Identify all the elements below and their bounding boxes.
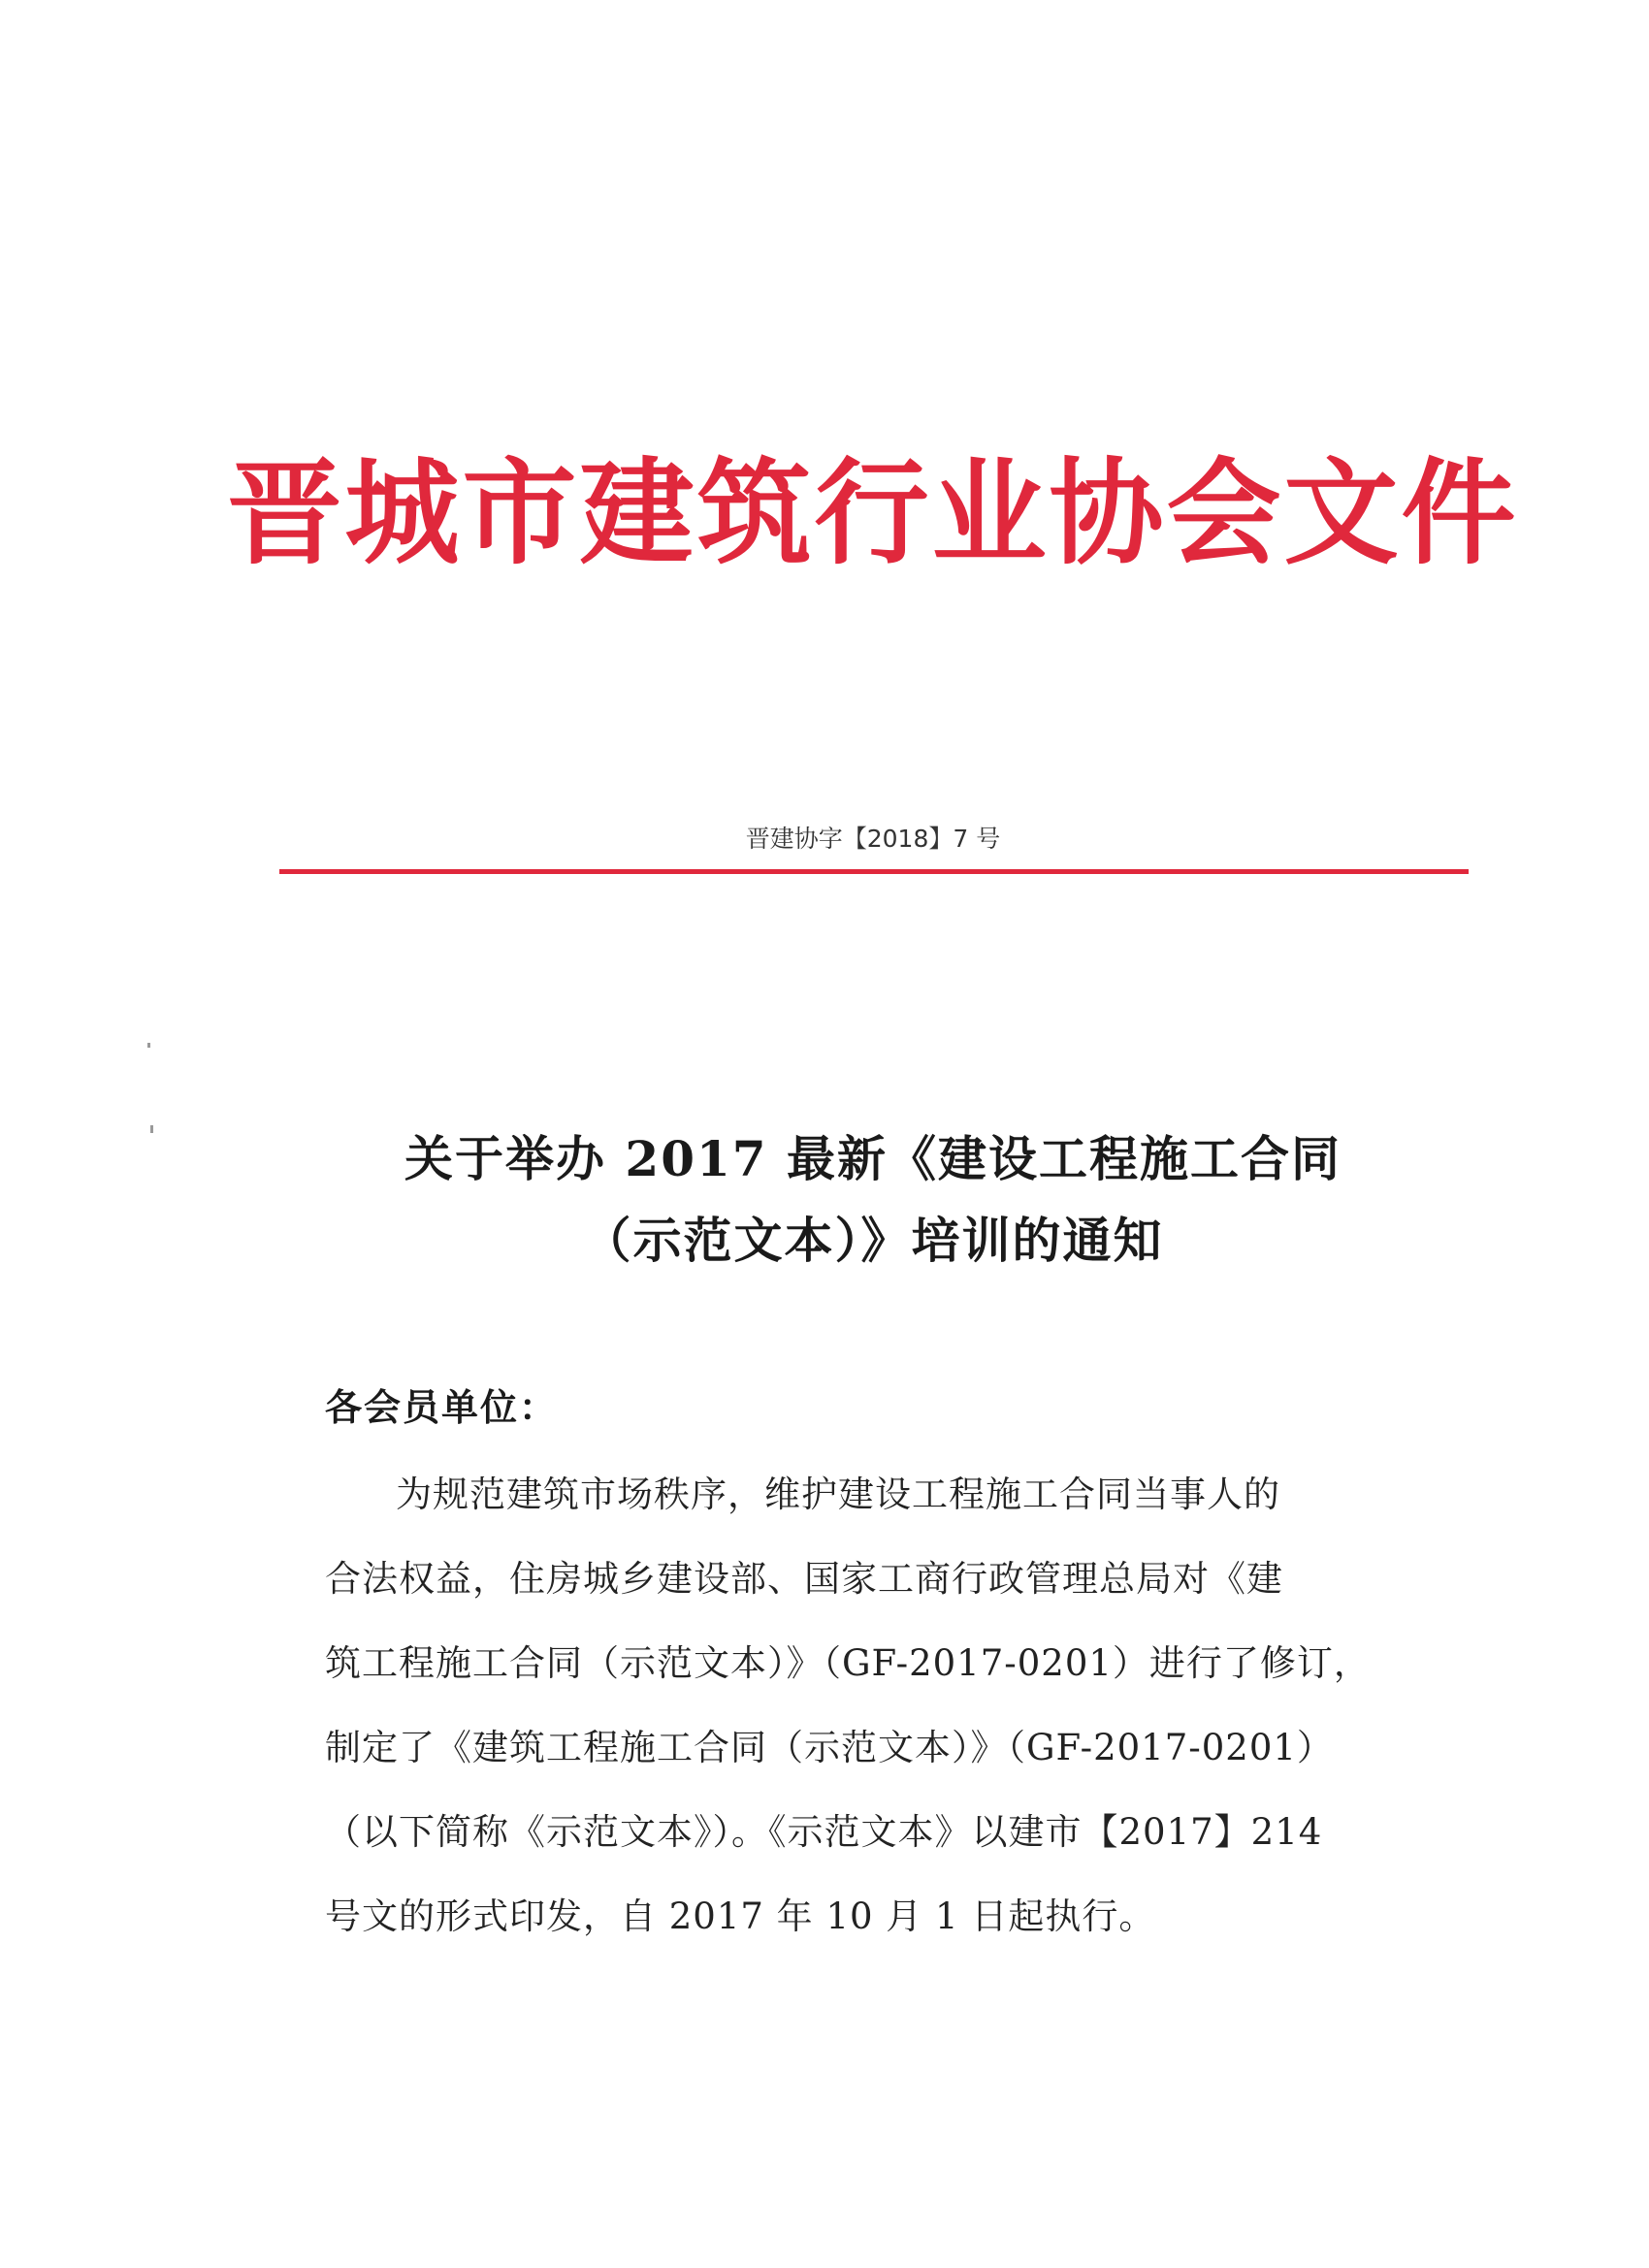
body-line: 为规范建筑市场秩序，维护建设工程施工合同当事人的 xyxy=(396,1474,1280,1515)
body-line: 合法权益，住房城乡建设部、国家工商行政管理总局对《建 xyxy=(325,1558,1283,1600)
red-divider-rule xyxy=(279,869,1469,874)
scan-speck xyxy=(150,1125,153,1133)
body-line: 筑工程施工合同（示范文本）》（GF-2017-0201）进行了修订， xyxy=(325,1642,1371,1684)
body-line: 制定了《建筑工程施工合同（示范文本）》（GF-2017-0201） xyxy=(325,1727,1334,1768)
org-header-title: 晋城市建筑行业协会文件 xyxy=(227,445,1519,580)
body-line: 号文的形式印发，自 2017 年 10 月 1 日起执行。 xyxy=(325,1895,1156,1937)
body-line: （以下简称《示范文本》）。《示范文本》以建市【2017】214 xyxy=(325,1811,1323,1853)
notice-title-line-1: 关于举办 2017 最新《建设工程施工合同 xyxy=(404,1130,1342,1187)
salutation: 各会员单位： xyxy=(325,1385,559,1429)
notice-title-line-2: （示范文本）》培训的通知 xyxy=(582,1212,1164,1269)
document-number: 晋建协字【2018】7 号 xyxy=(745,825,1001,853)
scan-speck xyxy=(147,1043,150,1048)
